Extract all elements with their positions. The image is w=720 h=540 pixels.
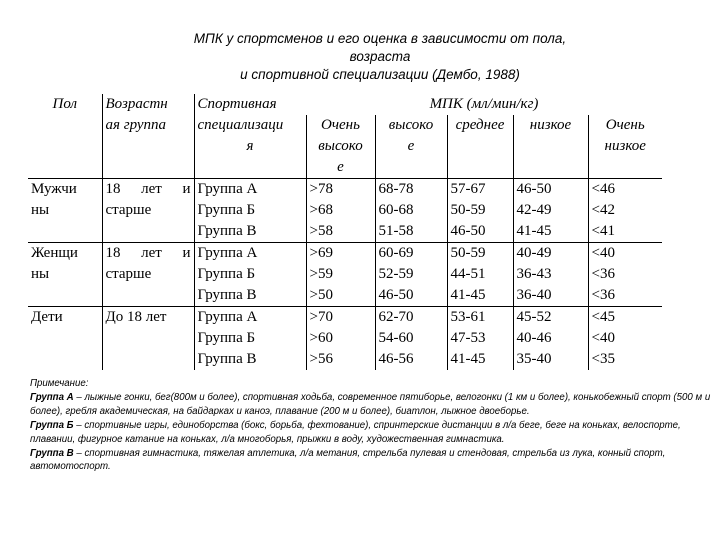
cell-very-low: <40 — [588, 243, 662, 265]
cell-high: 68-78 — [375, 179, 447, 201]
note-group-b-label: Группа Б — [30, 419, 74, 431]
cell-medium: 53-61 — [447, 307, 513, 329]
header-high: высоко — [375, 115, 447, 136]
cell-medium: 57-67 — [447, 179, 513, 201]
table-row — [28, 200, 662, 221]
header-very-high-cont: высоко — [306, 136, 375, 157]
cell-very-low: <36 — [588, 285, 662, 307]
cell-high: 51-58 — [375, 221, 447, 243]
cell-very-low: <46 — [588, 179, 662, 201]
cell-very-high: >58 — [306, 221, 375, 243]
row-group: Группа Б — [194, 264, 306, 285]
notes-block — [30, 377, 715, 474]
row-age-cont: старше — [102, 200, 194, 221]
cell-very-high: >59 — [306, 264, 375, 285]
header-specialization-cont2: я — [194, 136, 306, 157]
title-line-1: МПК у спортсменов и его оценка в зависимости от пола, — [193, 31, 567, 46]
cell-medium: 47-53 — [447, 328, 513, 349]
table-row — [28, 328, 662, 349]
header-specialization-cont: специализаци — [194, 115, 306, 136]
note-group-a — [30, 391, 715, 419]
row-sex: Дети — [28, 307, 102, 329]
cell-high: 52-59 — [375, 264, 447, 285]
header-very-high: Очень — [306, 115, 375, 136]
header-age: Возрастн — [102, 94, 194, 115]
table-row — [28, 221, 662, 243]
row-group: Группа В — [194, 349, 306, 370]
cell-very-low: <45 — [588, 307, 662, 329]
note-group-a-label: Группа А — [30, 391, 74, 403]
cell-low: 36-43 — [513, 264, 588, 285]
cell-very-high: >50 — [306, 285, 375, 307]
table-row — [28, 264, 662, 285]
table-title — [120, 30, 640, 84]
header-medium: среднее — [447, 115, 513, 136]
title-line-3: и спортивной специализации (Дембо, 1988) — [240, 67, 520, 82]
cell-very-high: >68 — [306, 200, 375, 221]
cell-medium: 50-59 — [447, 200, 513, 221]
row-group: Группа Б — [194, 200, 306, 221]
cell-high: 46-56 — [375, 349, 447, 370]
cell-high: 62-70 — [375, 307, 447, 329]
row-sex-cont: ны — [31, 266, 50, 282]
cell-low: 42-49 — [513, 200, 588, 221]
header-very-high-cont2: е — [306, 157, 375, 179]
cell-low: 40-46 — [513, 328, 588, 349]
cell-very-low: <41 — [588, 221, 662, 243]
cell-very-high: >60 — [306, 328, 375, 349]
header-row-3 — [28, 136, 662, 157]
notes-heading: Примечание: — [30, 378, 89, 389]
cell-very-high: >69 — [306, 243, 375, 265]
cell-medium: 50-59 — [447, 243, 513, 265]
cell-high: 60-68 — [375, 200, 447, 221]
header-age-cont: ая группа — [102, 115, 194, 136]
table-row — [28, 179, 662, 201]
row-sex: Женщи — [28, 243, 102, 265]
cell-very-high: >78 — [306, 179, 375, 201]
row-age: 18 лет и — [102, 243, 194, 265]
row-group: Группа Б — [194, 328, 306, 349]
row-group: Группа В — [194, 221, 306, 243]
table-row — [28, 285, 662, 307]
note-group-b — [30, 419, 715, 447]
row-group: Группа В — [194, 285, 306, 307]
row-group: Группа А — [194, 243, 306, 265]
note-group-a-text: – лыжные гонки, бег(800м и более), спортивная ходьба, современное пятиборье, велогонки (1 км и более), конькобежный спорт (500 м и более), гребля академическая, на байдарках и каноэ, плавание (200 м и более), биатлон, лыжное двоеборье. — [30, 391, 711, 417]
row-sex: Мужчи — [28, 179, 102, 201]
header-specialization: Спортивная — [194, 94, 306, 115]
cell-very-low: <35 — [588, 349, 662, 370]
cell-medium: 41-45 — [447, 285, 513, 307]
header-very-low-cont: низкое — [588, 136, 662, 157]
row-age: До 18 лет — [102, 307, 194, 329]
header-very-low: Очень — [588, 115, 662, 136]
note-group-c-label: Группа В — [30, 447, 74, 459]
cell-high: 46-50 — [375, 285, 447, 307]
cell-low: 35-40 — [513, 349, 588, 370]
header-high-cont: е — [375, 136, 447, 157]
row-group: Группа А — [194, 307, 306, 329]
table-row — [28, 307, 662, 329]
cell-very-low: <36 — [588, 264, 662, 285]
cell-high: 54-60 — [375, 328, 447, 349]
note-group-c — [30, 447, 715, 475]
cell-low: 41-45 — [513, 221, 588, 243]
cell-low: 46-50 — [513, 179, 588, 201]
table-row — [28, 243, 662, 265]
cell-low: 40-49 — [513, 243, 588, 265]
row-age-cont: старше — [102, 264, 194, 285]
cell-medium: 41-45 — [447, 349, 513, 370]
cell-medium: 44-51 — [447, 264, 513, 285]
title-line-2: возраста — [349, 49, 411, 64]
header-sex: Пол — [52, 96, 77, 112]
note-group-c-text: – спортивная гимнастика, тяжелая атлетика, л/а метания, стрельба пулевая и стендовая, стрельба из лука, конный спорт, автомотоспорт. — [30, 447, 666, 473]
header-row-2 — [28, 115, 662, 136]
cell-low: 36-40 — [513, 285, 588, 307]
cell-very-high: >56 — [306, 349, 375, 370]
cell-very-low: <42 — [588, 200, 662, 221]
cell-very-low: <40 — [588, 328, 662, 349]
note-group-b-text: – спортивные игры, единоборства (бокс, борьба, фехтование), спринтерские дистанции в л/а беге, беге на коньках, велоспорте, плавании, фигурное катание на коньках, л/а многоборья, прыжки в воду, художественная гимнастика. — [30, 419, 681, 445]
header-low: низкое — [513, 115, 588, 136]
row-sex-cont: ны — [31, 202, 50, 218]
mpk-table — [28, 94, 662, 370]
table-row — [28, 349, 662, 370]
header-row-4 — [28, 157, 662, 179]
row-age: 18 лет и — [102, 179, 194, 201]
header-mpk: МПК (мл/мин/кг) — [429, 96, 539, 112]
cell-low: 45-52 — [513, 307, 588, 329]
header-row-1 — [28, 94, 662, 115]
row-group: Группа А — [194, 179, 306, 201]
cell-high: 60-69 — [375, 243, 447, 265]
cell-very-high: >70 — [306, 307, 375, 329]
cell-medium: 46-50 — [447, 221, 513, 243]
